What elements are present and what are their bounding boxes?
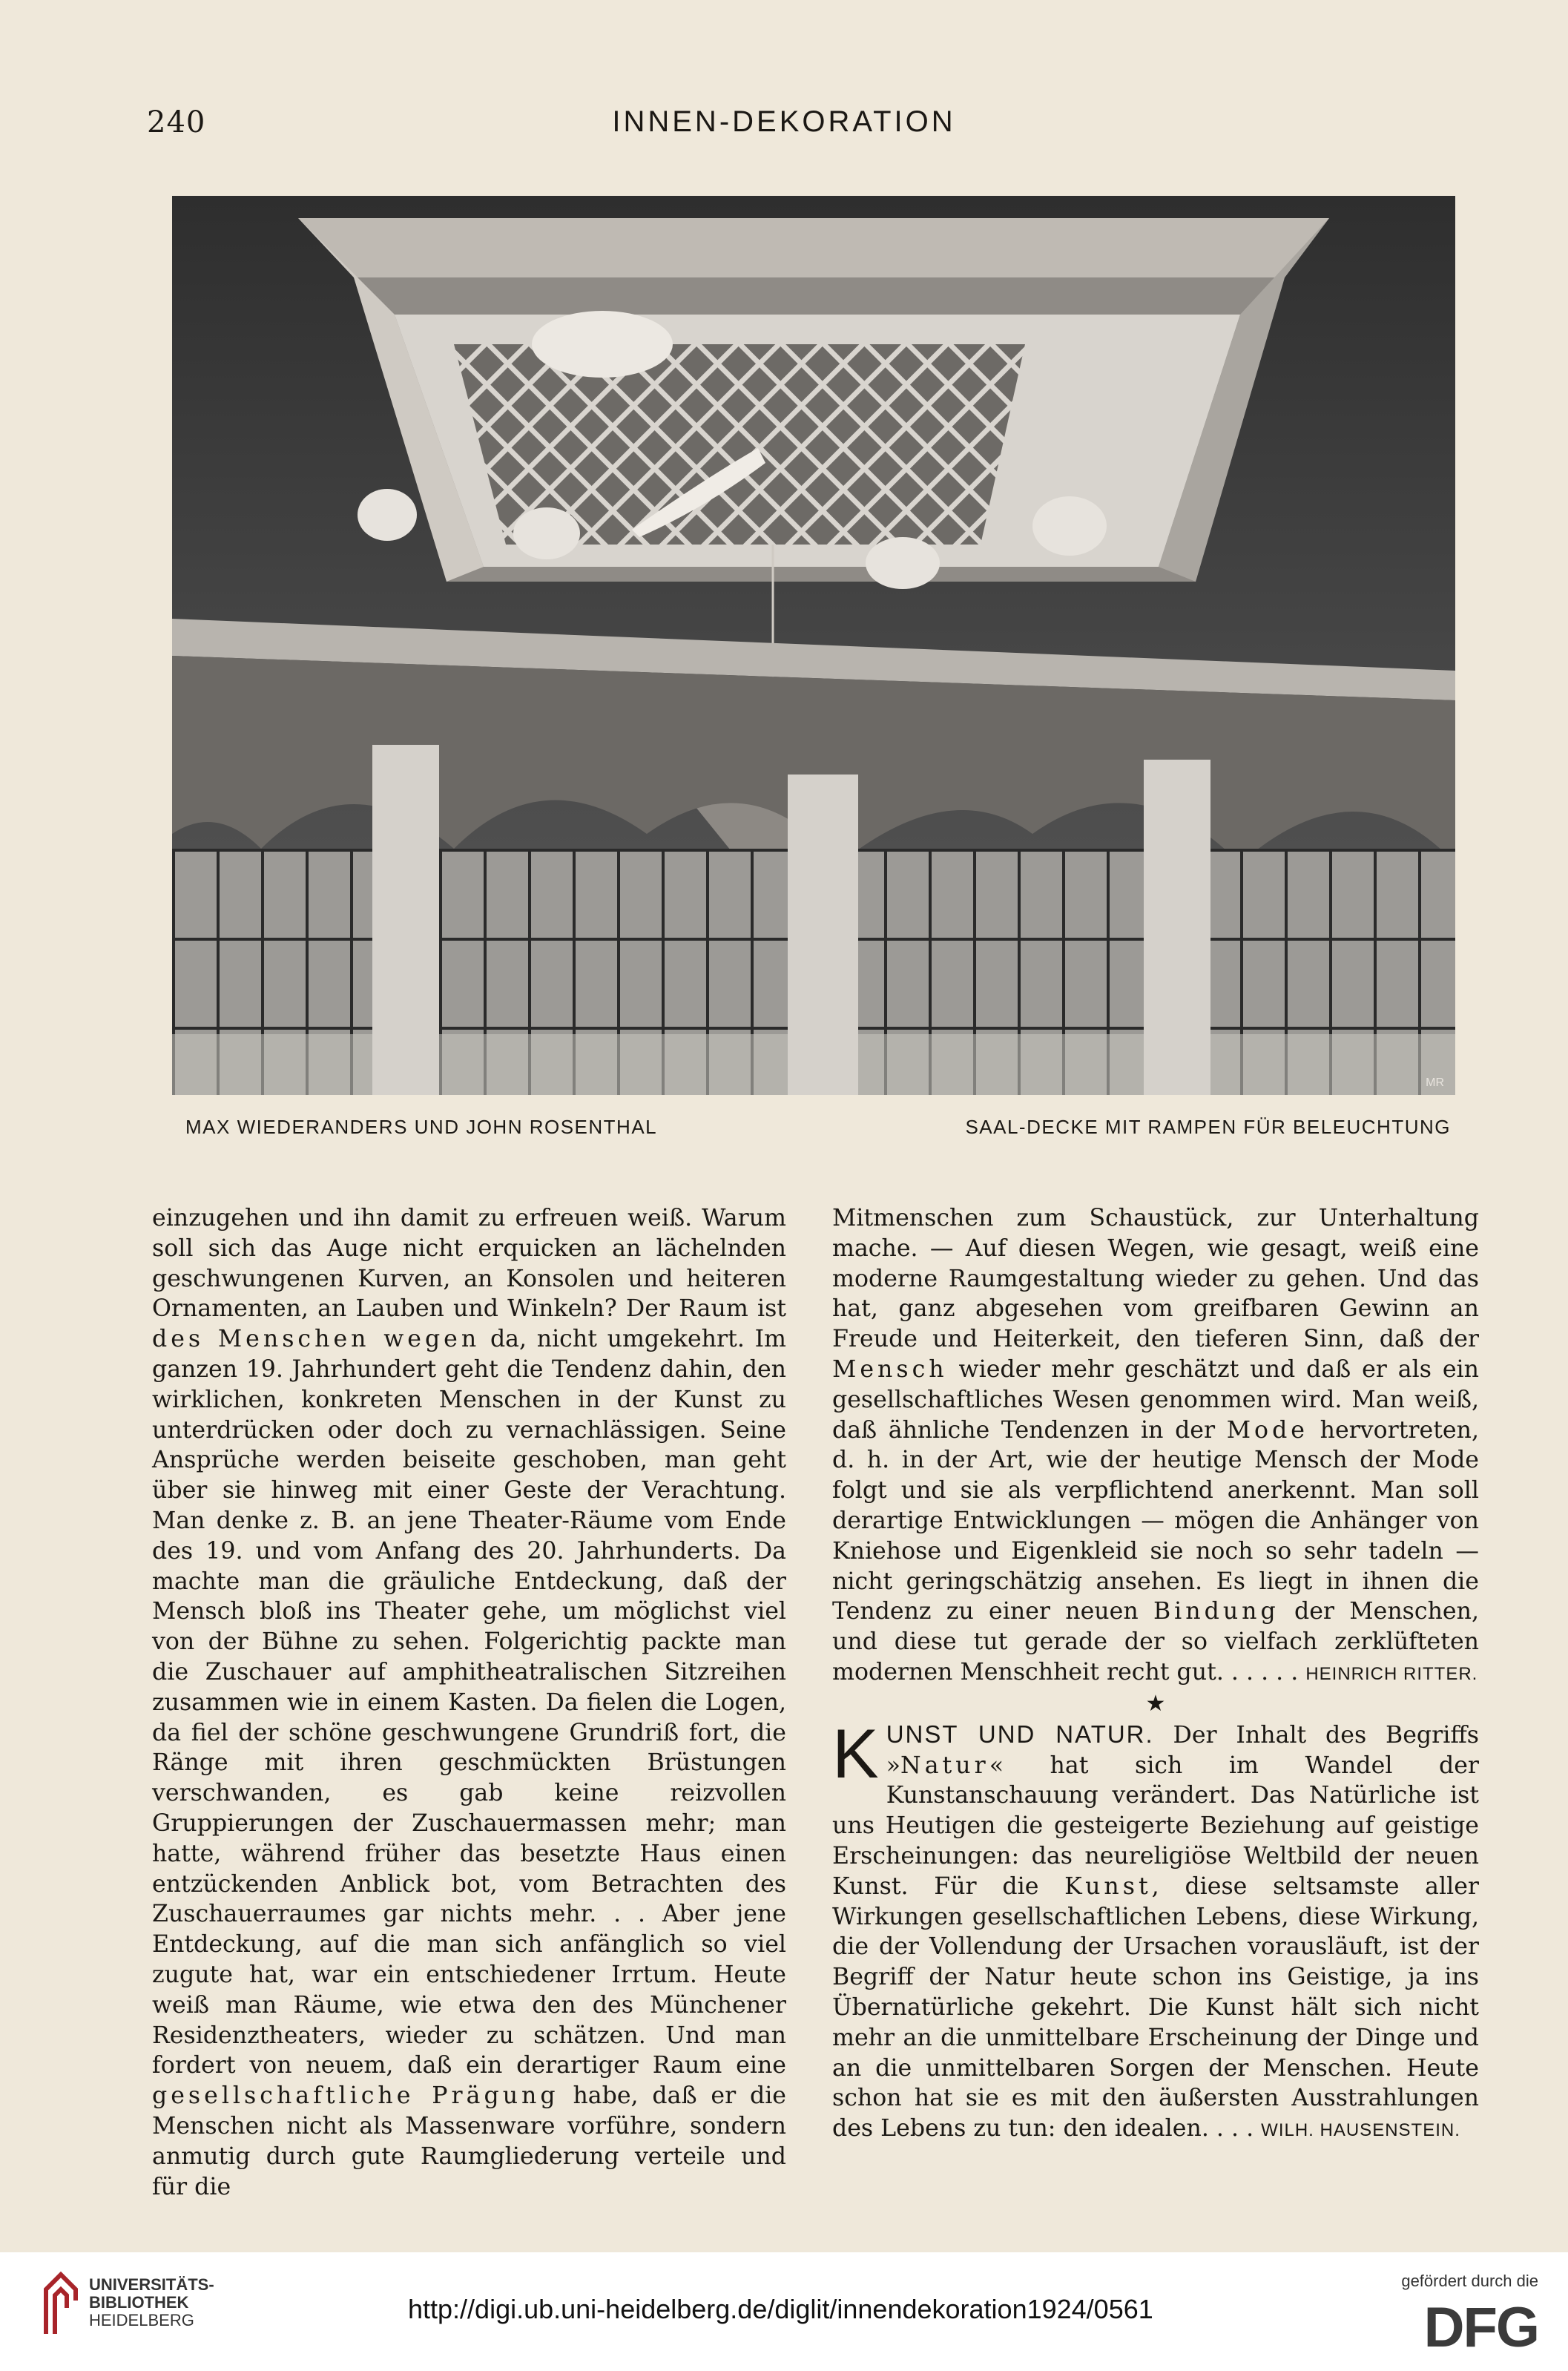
caption-title: SAAL-DECKE MIT RAMPEN FÜR BELEUCHTUNG bbox=[965, 1116, 1451, 1138]
section-heading: UNST UND NATUR. bbox=[886, 1720, 1154, 1748]
left-text-column bbox=[152, 1203, 786, 2202]
right-text-1: Mitmenschen zum Schaustück, zur Unterhaltung mache. — Auf diesen Wegen, wie gesagt, weiß eine moderne Raumgestaltung wieder zu gehen. Und das hat, ganz abgesehen vom greifbaren Gewinn an Freude und Heiterkeit, den tieferen Sinn, daß der bbox=[832, 1205, 1479, 1353]
right-text-4: der Menschen, und diese tut gerade der so vielfach zerklüfteten modernen Menschheit recht gut. . . . . . bbox=[832, 1598, 1480, 1686]
section-separator-star: ★ bbox=[1145, 1690, 1166, 1717]
right-spaced-4: Natur bbox=[900, 1752, 989, 1779]
left-spaced-2: gesellschaftliche Prägung bbox=[152, 2082, 559, 2110]
right-text-column bbox=[832, 1203, 1479, 2146]
permalink-url[interactable]: http://digi.ub.uni-heidelberg.de/diglit/innendekoration1924/0561 bbox=[408, 2294, 1153, 2324]
right-paragraph-2 bbox=[832, 1714, 1480, 2146]
right-text-5: Der Inhalt des Begriffs » bbox=[886, 1721, 1479, 1779]
library-logo-icon bbox=[39, 2267, 83, 2341]
funded-by-label: gefördert durch die bbox=[1401, 2272, 1538, 2290]
caption-architects: MAX WIEDERANDERS UND JOHN ROSENTHAL bbox=[185, 1116, 658, 1138]
dfg-logo: DFG bbox=[1423, 2296, 1538, 2359]
right-spaced-1: Mensch bbox=[832, 1355, 948, 1383]
library-line-3: HEIDELBERG bbox=[89, 2311, 194, 2329]
ceiling-photograph bbox=[172, 196, 1455, 1095]
digitization-footer bbox=[0, 2252, 1568, 2371]
author-ritter: HEINRICH RITTER. bbox=[1305, 1663, 1478, 1684]
right-text-6: « hat sich im Wandel der Kunstanschauung verändert. Das Natürliche ist uns Heutigen die gesteigerte Beziehung auf geistige Erscheinungen: das neureligiöse Weltbild der neuen Kunst. Für die bbox=[832, 1752, 1479, 1900]
right-text-2: wieder mehr geschätzt und daß er als ein gesellschaftliches Wesen genommen wird. Man weiß, daß ähnliche Tendenzen in der bbox=[832, 1355, 1479, 1444]
left-spaced-1: des Menschen wegen bbox=[152, 1326, 481, 1353]
library-name bbox=[89, 2276, 214, 2329]
left-text-3: habe, daß er die Menschen nicht als Massenware vorführe, sondern anmutig durch gute Raumgliederung verteile und für die bbox=[152, 2082, 786, 2200]
left-text-1: einzugehen und ihn damit zu erfreuen weiß. Warum soll sich das Auge nicht erquicken an lächelnden geschwungenen Kurven, an Konsolen und heiteren Ornamenten, an Lauben und Winkeln? Der Raum ist bbox=[152, 1205, 786, 1323]
right-spaced-3: Bindung bbox=[1153, 1598, 1279, 1625]
left-paragraph bbox=[152, 1203, 786, 2202]
right-paragraph-1 bbox=[832, 1203, 1479, 1690]
right-text-7: , diese seltsamste aller Wirkungen gesellschaftlichen Lebens, diese Wirkung, die der Vollendung der Ursachen vorausläuft, ist der Begriff der Natur heute schon ins Geistige, ja ins Übernatürliche gekehrt. Die Kunst hält sich nicht mehr an die unmittelbare Erscheinung der Dinge und an die unmittelbaren Sorgen der Menschen. Heute schon hat sie es mit den äußersten Ausstrahlungen des Lebens zu tun: den idealen. . . . bbox=[832, 1872, 1480, 2143]
library-line-2: BIBLIOTHEK bbox=[89, 2293, 189, 2312]
ceiling-photograph-image bbox=[172, 196, 1455, 1095]
author-hausenstein: WILH. HAUSENSTEIN. bbox=[1261, 2120, 1460, 2141]
right-spaced-2: Mode bbox=[1226, 1416, 1308, 1444]
page-number: 240 bbox=[147, 105, 206, 139]
running-title: INNEN-DEKORATION bbox=[612, 105, 956, 138]
library-line-1: UNIVERSITÄTS- bbox=[89, 2275, 214, 2294]
right-spaced-5: Kunst bbox=[1064, 1872, 1152, 1900]
drop-initial: K bbox=[832, 1714, 879, 1792]
photo-monogram: MR bbox=[1426, 1076, 1444, 1089]
left-text-2: da, nicht umgekehrt. Im ganzen 19. Jahrhundert geht die Tendenz dahin, den wirklichen, konkreten Menschen in der Kunst zu unterdrücken oder doch zu vernachlässigen. Seine Ansprüche werden beiseite geschoben, man geht über sie hinweg mit einer Geste der Verachtung. Man denke z. B. an jene Theater-Räume vom Ende des 19. und vom Anfang des 20. Jahrhunderts. Da machte man die gräuliche Entdeckung, daß der Mensch bloß ins Theater gehe, um möglichst viel von der Bühne zu sehen. Folgerichtig packte man die Zuschauer auf amphitheatralischen Sitzreihen zusammen wie in einem Kasten. Da fielen die Logen, da fiel der schöne geschwungene Grundriß fort, die Ränge mit ihren geschmückten Brüstungen verschwanden, es gab keine reizvollen Gruppierungen der Zuschauermassen mehr; man hatte, während früher das besetzte Haus einen entzückenden Anblick bot, vom Betrachten des Zuschauerraumes gar nichts mehr. . . Aber jene Entdeckung, auf die man sich anfänglich so viel zugute hat, war ein entschiedener Irrtum. Heute weiß man Räume, wie etwa den des Münchener Residenztheaters, wieder zu schätzen. Und man fordert von neuem, daß ein derartiger Raum eine bbox=[152, 1326, 787, 2079]
right-text-3: hervortreten, d. h. in der Art, wie der heutige Mensch der Mode folgt und sie als verpflichtend anerkennt. Man soll derartige Entwicklungen — mögen die Anhänger von Kniehose und Eigenkleid sie noch so sehr tadeln — nicht geringschätzig ansehen. Es liegt in ihnen die Tendenz zu einer neuen bbox=[832, 1416, 1479, 1625]
